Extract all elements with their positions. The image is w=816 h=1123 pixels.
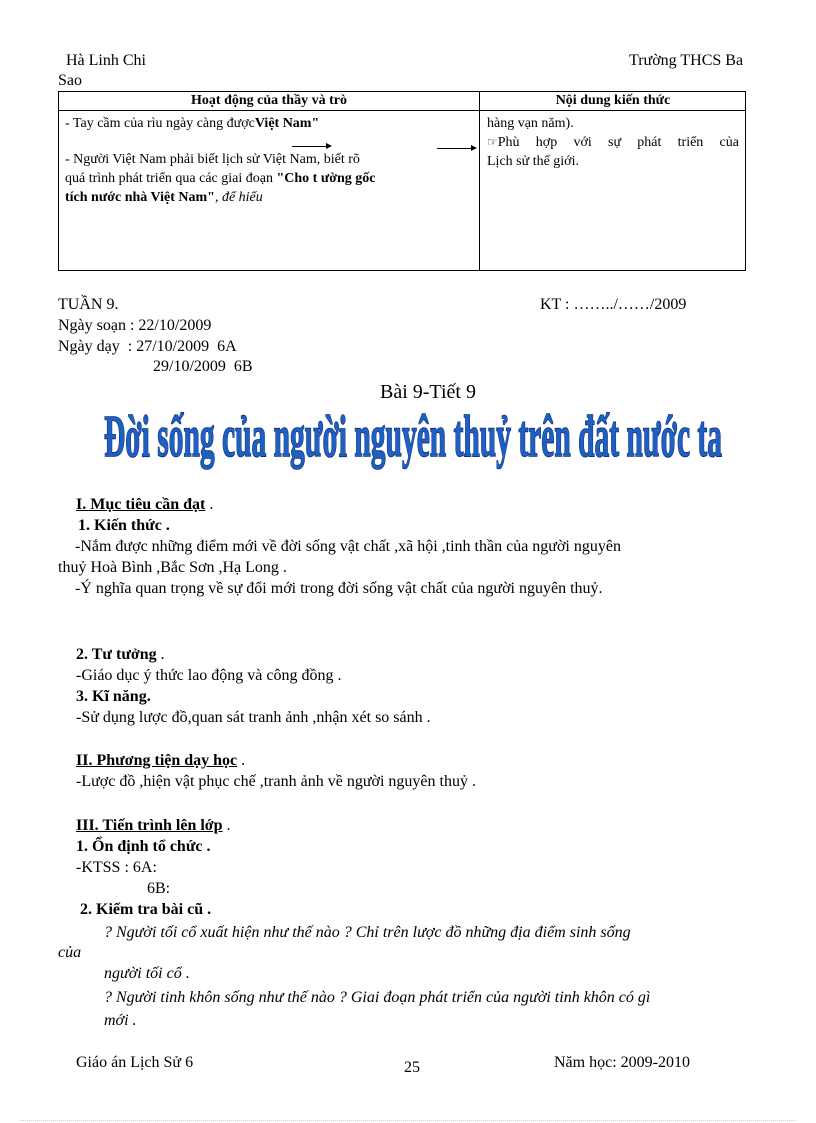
- pointing-hand-icon: ☞: [487, 135, 498, 149]
- header-school: Trường THCS Ba: [629, 52, 744, 69]
- section-2-title: II. Phương tiện dạy học: [76, 752, 238, 769]
- activity-line-1-bold: Việt Nam": [254, 116, 320, 131]
- section-3-1-line-2: 6B:: [147, 880, 171, 897]
- question-1-line-3: người tối cổ .: [104, 965, 190, 982]
- section-3-2-heading: 2. Kiểm tra bài cũ .: [80, 901, 212, 918]
- section-1-1-heading: 1. Kiến thức .: [78, 517, 170, 534]
- section-1-2-line-1: -Giáo dục ý thức lao động và công đồng .: [76, 667, 342, 684]
- activity-line-2: - Người Việt Nam phải biết lịch sử Việt Nam, biết rõ: [65, 152, 360, 167]
- section-1-3-heading: 3. Kĩ năng.: [76, 688, 151, 705]
- question-2-line-2: mới .: [104, 1012, 137, 1029]
- lesson-title: Đời sống của người nguyên thuỷ trên đất nước ta: [104, 403, 723, 470]
- section-3-1-heading: 1. Ổn định tổ chức .: [76, 838, 211, 855]
- activity-line-3-text: quá trình phát triển qua các giai đoạn: [65, 171, 277, 186]
- footer-year: Năm học: 2009-2010: [554, 1054, 690, 1071]
- section-3-title: III. Tiến trình lên lớp: [76, 817, 223, 834]
- teach-date-2: 29/10/2009 6B: [153, 358, 253, 375]
- table-header-activities: Hoạt động của thầy và trò: [191, 93, 347, 108]
- section-1-2-title: 2. Tư tưởng: [76, 646, 157, 663]
- section-1-3-line-1: -Sử dụng lược đồ,quan sát tranh ảnh ,nhận xét so sánh .: [76, 709, 431, 726]
- lesson-number: Bài 9-Tiết 9: [380, 381, 476, 403]
- section-2-line-1: -Lược đồ ,hiện vật phục chế ,tranh ảnh về người nguyên thuỷ .: [76, 773, 476, 790]
- section-1-1-line-2: thuỷ Hoà Bình ,Bắc Sơn ,Hạ Long .: [58, 559, 287, 576]
- kt-label: KT : ……../……/2009: [540, 296, 687, 313]
- activity-line-4-bold: tích nước nhà Việt Nam": [65, 190, 215, 205]
- content-line-3: Lịch sử thế giới.: [487, 154, 579, 169]
- section-1-1-line-3: -Ý nghĩa quan trọng về sự đổi mới trong đời sống vật chất của người nguyên thuỷ.: [75, 580, 603, 597]
- week-label: TUẦN 9.: [58, 296, 119, 313]
- prep-date: Ngày soạn : 22/10/2009: [58, 317, 212, 334]
- lesson-title-wordart: [0, 0, 816, 480]
- footer-subject: Giáo án Lịch Sử 6: [76, 1054, 194, 1071]
- content-line-1: hàng vạn năm).: [487, 116, 574, 131]
- question-1-line-1: ? Người tối cổ xuất hiện như thế nào ? Chỉ trên lược đồ những địa điểm sinh sống: [104, 924, 631, 941]
- header-author: Hà Linh Chi: [66, 52, 146, 69]
- activity-line-3-bold: "Cho t ường gốc: [276, 171, 376, 186]
- section-2-heading: II. Phương tiện dạy học .: [76, 752, 246, 769]
- page-edge-divider: [20, 1120, 796, 1121]
- question-2-line-1: ? Người tinh khôn sống như thế nào ? Giai đoạn phát triển của người tinh khôn có gì: [104, 989, 651, 1006]
- header-author-cont: Sao: [58, 72, 82, 89]
- section-1-heading: I. Mục tiêu cần đạt .: [76, 496, 214, 513]
- section-3-1-line-1: -KTSS : 6A:: [76, 859, 157, 876]
- section-1-title: I. Mục tiêu cần đạt: [76, 496, 206, 513]
- activity-line-1-text: - Tay cầm của rìu ngày càng được: [65, 116, 255, 131]
- section-3-heading: III. Tiến trình lên lớp .: [76, 817, 231, 834]
- question-1-line-2: của: [58, 944, 82, 961]
- section-1-2-heading: 2. Tư tưởng .: [76, 646, 165, 663]
- activity-line-4-italic: , để hiểu: [214, 190, 263, 205]
- footer-page-number: 25: [404, 1059, 420, 1076]
- section-1-1-line-1: -Nắm được những điểm mới về đời sống vật chất ,xã hội ,tinh thần của người nguyên: [75, 538, 621, 555]
- teach-date: Ngày dạy : 27/10/2009 6A: [58, 338, 237, 355]
- table-header-content: Nội dung kiến thức: [555, 93, 671, 108]
- content-line-2-text: Phù hợp với sự phát triển của: [497, 135, 739, 150]
